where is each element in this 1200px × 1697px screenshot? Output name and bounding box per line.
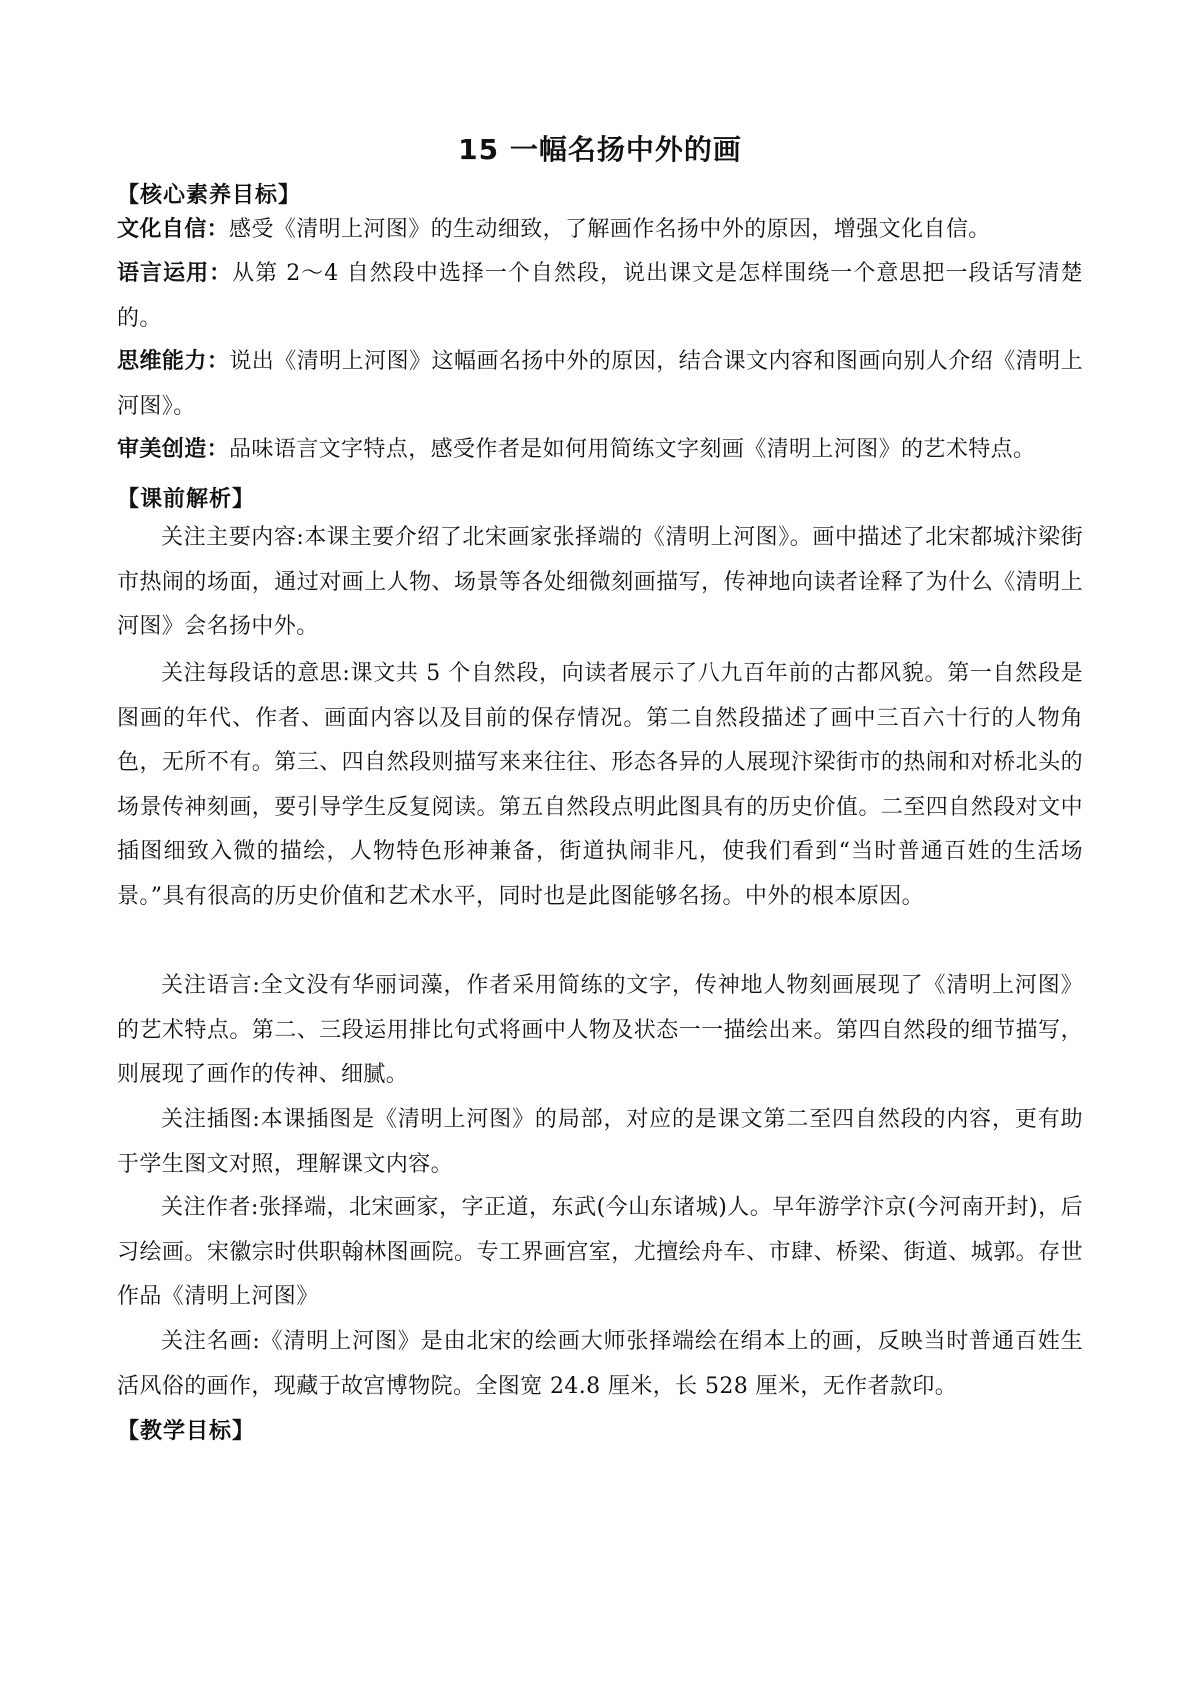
goal-text: 感受《清明上河图》的生动细致，了解画作名扬中外的原因，增强文化自信。	[229, 217, 991, 242]
core-goals-heading: 【核心素养目标】	[117, 183, 302, 208]
goal-text: 说出《清明上河图》这幅画名扬中外的原因，结合课文内容和图画向别人介绍《清明上河图》。	[117, 349, 1083, 419]
paragraph-language: 关注语言:全文没有华丽词藻，作者采用简练的文字，传神地人物刻画展现了《清明上河图》的艺术特点。第二、三段运用排比句式将画中人物及状态一一描绘出来。第四自然段的细节描写，则展现了画作的传神、细腻。	[117, 973, 1083, 1087]
goal-aesthetic	[117, 428, 1083, 473]
paragraph-main-content: 关注主要内容:本课主要介绍了北宋画家张择端的《清明上河图》。画中描述了北宋都城汴梁街市热闹的场面，通过对画上人物、场景等各处细微刻画描写，传神地向读者诠释了为什么《清明上河图》会名扬中外。	[117, 525, 1083, 639]
goal-label: 语言运用：	[117, 261, 233, 286]
goal-label: 文化自信：	[117, 217, 230, 242]
paragraph-painting: 关注名画:《清明上河图》是由北宋的绘画大师张择端绘在绢本上的画，反映当时普通百姓生活风俗的画作，现藏于故宫博物院。全图宽 24.8 厘米，长 528 厘米，无作者款印。	[117, 1329, 1083, 1399]
paragraph-section-meaning: 关注每段话的意思:课文共 5 个自然段，向读者展示了八九百年前的古都风貌。第一自然段是图画的年代、作者、画面内容以及目前的保存情况。第二自然段描述了画中三百六十行的人物角色，无所不有。第三、四自然段则描写来来往往、形态各异的人展现汴梁街市的热闹和对桥北头的场景传神刻画，要引导学生反复阅读。第五自然段点明此图具有的历史价值。二至四自然段对文中插图细致入微的描绘，人物特色形神兼备，街道执闹非凡，使我们看到“当时普通百姓的生活场景。”具有很高的历史价值和艺术水平，同时也是此图能够名扬。中外的根本原因。	[117, 661, 1083, 909]
goal-text: 从第 2～4 自然段中选择一个自然段，说出课文是怎样围绕一个意思把一段话写清楚的。	[117, 261, 1083, 331]
paragraph-illustration: 关注插图:本课插图是《清明上河图》的局部，对应的是课文第二至四自然段的内容，更有助于学生图文对照，理解课文内容。	[117, 1107, 1083, 1177]
teaching-goals-heading: 【教学目标】	[117, 1419, 256, 1444]
paragraph-author: 关注作者:张择端，北宋画家，字正道，东武(今山东诸城)人。早年游学汴京(今河南开封)，后习绘画。宋徽宗时供职翰林图画院。专工界画宫室，尤擅绘舟车、市肆、桥梁、街道、城郭。存世作品《清明上河图》	[117, 1195, 1083, 1309]
goal-label: 思维能力：	[117, 349, 230, 374]
goal-label: 审美创造：	[117, 437, 230, 462]
pre-analysis-heading: 【课前解析】	[117, 487, 256, 512]
goal-thinking	[117, 340, 1083, 429]
goal-culture	[117, 208, 1083, 253]
goal-language	[117, 252, 1083, 341]
goal-text: 品味语言文字特点，感受作者是如何用简练文字刻画《清明上河图》的艺术特点。	[229, 437, 1036, 462]
lesson-title: 15 一幅名扬中外的画	[458, 133, 742, 166]
